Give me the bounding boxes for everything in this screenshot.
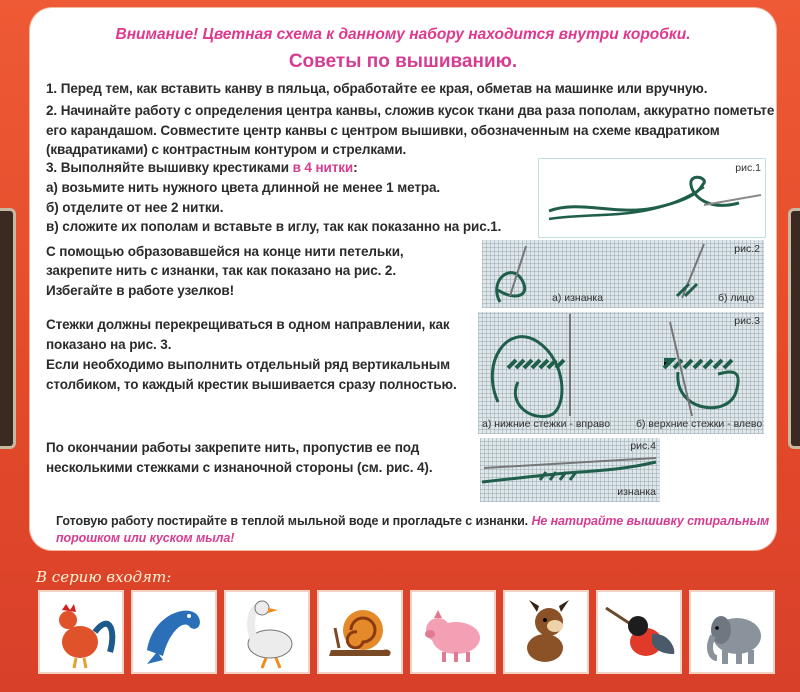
step-3b: б) отделите от нее 2 нитки. [46, 200, 224, 215]
bullfinch-icon [598, 592, 680, 672]
figure-3 [478, 312, 764, 434]
figure-1-label: рис.1 [735, 162, 761, 174]
figure-4 [480, 438, 660, 502]
left-box-tab [0, 208, 16, 449]
figure-2 [482, 240, 764, 308]
series-tile-puppy[interactable] [503, 590, 589, 674]
figure-4-caption: изнанка [617, 486, 656, 498]
series-tile-goose[interactable] [224, 590, 310, 674]
step-2-line-1: 2. Начинайте работу с определения центра канвы, сложив кусок ткани два раза пополам, аккуратно пометьте [46, 103, 775, 118]
figure-3-caption-b: б) верхние стежки - влево [636, 418, 763, 430]
step-3-prefix: 3. Выполняйте вышивку крестиками [46, 160, 293, 175]
figure-1 [538, 158, 766, 238]
wash-paragraph [56, 514, 769, 528]
series-tile-elephant[interactable] [689, 590, 775, 674]
wash-warning-line-2: порошком или куском мыла! [56, 531, 235, 545]
figure-4-label: рис.4 [630, 440, 656, 452]
step-2-line-2: его карандашом. Совместите центр канвы с центром вышивки, обозначенным на схеме квадратиком [46, 123, 720, 138]
series-tile-piglet[interactable] [410, 590, 496, 674]
figure-2-label: рис.2 [734, 243, 760, 255]
loop-paragraph-line-3: Избегайте в работе узелков! [46, 283, 235, 298]
step-3c: в) сложите их пополам и вставьте в иглу, так как показанно на рис.1. [46, 219, 502, 234]
elephant-icon [691, 592, 773, 672]
cross-paragraph-line-2: показано на рис. 3. [46, 337, 172, 352]
step-3a: а) возьмите нить нужного цвета длинной не менее 1 метра. [46, 180, 441, 195]
series-title: В серию входят: [36, 568, 172, 586]
right-box-tab [788, 208, 800, 449]
thread-needle-illustration [539, 159, 765, 237]
rooster-icon [40, 592, 122, 672]
end-paragraph-line-2: несколькими стежками с изнаночной стороны (см. рис. 4). [46, 460, 433, 475]
piglet-icon [412, 592, 494, 672]
goose-icon [226, 592, 308, 672]
figure-3-caption-a: а) нижние стежки - вправо [482, 418, 611, 430]
snail-icon [319, 592, 401, 672]
step-1: 1. Перед тем, как вставить канву в пяльца, обработайте ее края, обметав на машинке или вручную. [46, 81, 708, 96]
series-tile-bullfinch[interactable] [596, 590, 682, 674]
loop-paragraph-line-1: С помощью образовавшейся на конце нити петельки, [46, 244, 404, 259]
step-3-suffix: : [353, 160, 358, 175]
figure-3-label: рис.3 [734, 315, 760, 327]
series-tile-rooster[interactable] [38, 590, 124, 674]
puppy-icon [505, 592, 587, 672]
vertical-paragraph-line-1: Если необходимо выполнить отдельный ряд вертикальным [46, 357, 451, 372]
dolphin-icon [133, 592, 215, 672]
cross-paragraph-line-1: Стежки должны перекрещиваться в одном направлении, как [46, 317, 450, 332]
loop-paragraph-line-2: закрепите нить с изнанки, так как показано на рис. 2. [46, 263, 396, 278]
wash-warning-1: Не натирайте вышивку стиральным [531, 514, 770, 528]
series-tile-snail[interactable] [317, 590, 403, 674]
vertical-paragraph-line-2: столбиком, то каждый крестик вышивается сразу полностью. [46, 377, 457, 392]
figure-2-caption-b: б) лицо [718, 292, 755, 304]
step-3 [46, 160, 358, 175]
instructions-panel [30, 8, 776, 550]
notice-text: Внимание! Цветная схема к данному набору находится внутри коробки. [115, 26, 691, 43]
wash-text: Готовую работу постирайте в теплой мыльной воде и прогладьте с изнанки. [56, 514, 532, 528]
figure-3-illustration [478, 312, 764, 434]
series-tile-dolphin[interactable] [131, 590, 217, 674]
step-2-line-3: (квадратиками) с контрастным контуром и стрелками. [46, 142, 407, 157]
page-title: Советы по вышиванию. [288, 51, 518, 72]
step-3-highlight: в 4 нитки [292, 160, 354, 175]
figure-2-caption-a: а) изнанка [552, 292, 604, 304]
end-paragraph-line-1: По окончании работы закрепите нить, пропустив ее под [46, 440, 420, 455]
